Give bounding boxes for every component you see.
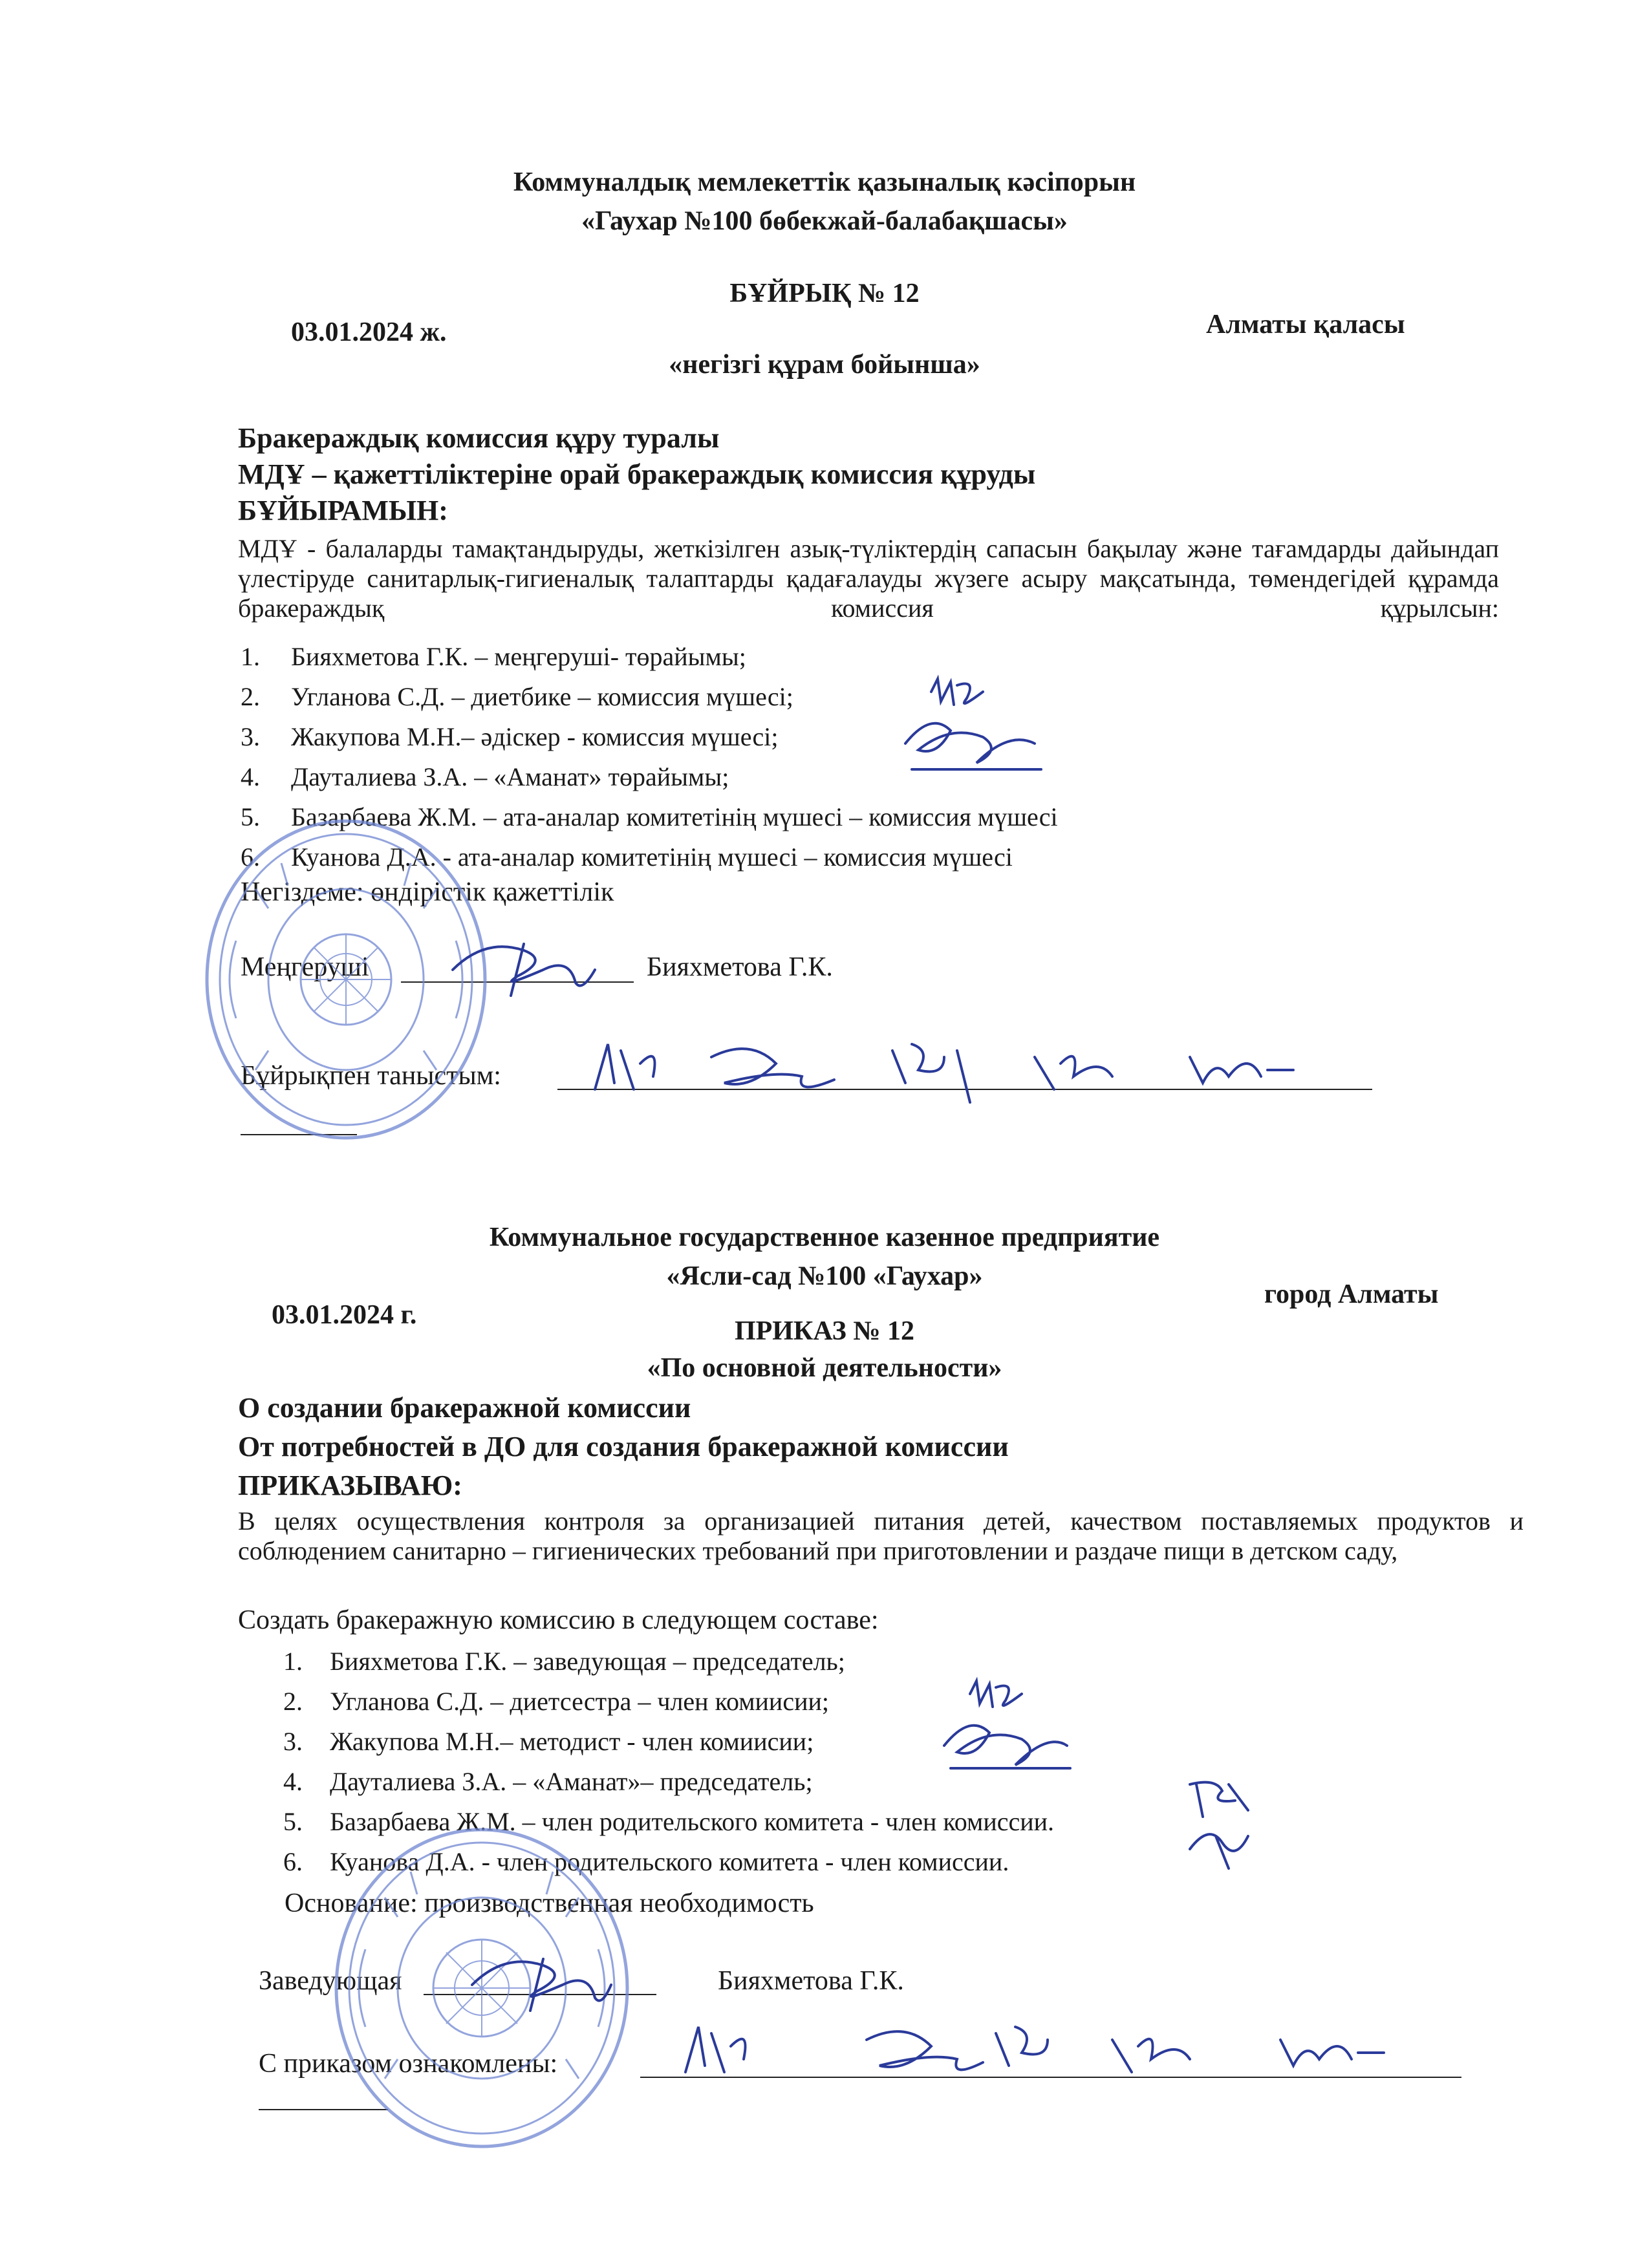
ru-heading1: О создании бракеражной комиссии (238, 1392, 691, 1424)
ru-order-title: ПРИКАЗ № 12 (734, 1316, 915, 1346)
ru-paragraph: В целях осуществления контроля за организацией питания детей, качеством поставляемых продуктов и соблюдением санитарно – гигиенических требований при приготовлении и раздаче пищи в детском саду, (238, 1506, 1524, 1565)
ru-member-4: 4. Дауталиева З.А. – «Аманат»– председатель; (283, 1767, 813, 1796)
kz-member-6: 6. Куанова Д.А. - ата-аналар комитетінің мүшесі – комиссия мүшесі (241, 842, 1013, 872)
kz-order-word: БҰЙЫРАМЫН: (238, 495, 448, 526)
ru-city: город Алматы (1264, 1279, 1439, 1309)
kz-heading1: Бракераждық комиссия құру туралы (238, 422, 720, 454)
ru-ack-label: С приказом ознакомлены: (259, 2049, 558, 2079)
ru-approval-signature (931, 1674, 1080, 1778)
ru-member-6: 6. Куанова Д.А. - член родительского комитета - член комиссии. (283, 1847, 1009, 1876)
ru-org-line1: Коммунальное государственное казенное предприятие (489, 1223, 1160, 1252)
kz-paragraph: МДҰ - балаларды тамақтандыруды, жеткізілген азық-түліктердің сапасын бақылау және тағамдарды дайындап үлестіруде санитарлық-гигиеналық талаптарды қадағалауды жүзеге асыру мақсатында, төмендегідей құрамда бракераждық комиссия құрылсын: (238, 534, 1499, 623)
kz-ack-label: Бұйрықпен таныстым: (241, 1061, 501, 1091)
kz-order-title: БҰЙРЫҚ № 12 (729, 279, 920, 308)
kz-head-signature (446, 931, 601, 1002)
ru-head-label: Заведующая (259, 1966, 402, 1996)
kz-date: 03.01.2024 ж. (291, 317, 447, 347)
ru-order-word: ПРИКАЗЫВАЮ: (238, 1470, 462, 1501)
ru-subtitle: «По основной деятельности» (647, 1353, 1002, 1383)
ru-member-1: 1. Бияхметова Г.К. – заведующая – председатель; (283, 1647, 845, 1676)
kz-head-label: Меңгеруші (241, 952, 369, 982)
kz-subtitle: «негізгі құрам бойынша» (669, 350, 980, 380)
ru-head-name: Бияхметова Г.К. (718, 1966, 904, 1996)
kz-org-line2: «Гаухар №100 бөбекжай-балабақшасы» (581, 206, 1068, 236)
kz-basis: Негіздеме: өндірістік қажеттілік (241, 877, 614, 907)
kz-org-line1: Коммуналдық мемлекеттік қазыналық кәсіпорын (513, 167, 1136, 197)
ru-parents-signature (1177, 1771, 1267, 1875)
kz-head-name: Бияхметова Г.К. (647, 952, 833, 982)
kz-member-1: 1. Бияхметова Г.К. – меңгеруші- төрайымы; (241, 642, 746, 671)
ru-member-2: 2. Угланова С.Д. – диетсестра – член комиисии; (283, 1687, 830, 1716)
ru-ack-signatures (673, 2014, 1436, 2091)
kz-member-3: 3. Жакупова М.Н.– әдіскер - комиссия мүшесі; (241, 722, 779, 751)
kz-member-4: 4. Дауталиева З.А. – «Аманат» төрайымы; (241, 762, 729, 791)
ru-org-line2: «Ясли-сад №100 «Гаухар» (666, 1261, 983, 1291)
ru-member-5: 5. Базарбаева Ж.М. – член родительского комитета - член комиссии. (283, 1807, 1055, 1836)
ru-head-signature (466, 1946, 614, 2017)
kz-member-5: 5. Базарбаева Ж.М. – ата-аналар комитетінің мүшесі – комиссия мүшесі (241, 802, 1058, 831)
ru-create-line: Создать бракеражную комиссию в следующем составе: (238, 1605, 879, 1635)
ru-heading2: От потребностей в ДО для создания бракеражной комиссии (238, 1431, 1009, 1462)
kz-member-2: 2. Угланова С.Д. – диетбике – комиссия мүшесі; (241, 682, 793, 711)
kz-ack-signatures (582, 1031, 1377, 1109)
kz-approval-signature (892, 672, 1048, 782)
kz-heading2: МДҰ – қажеттіліктеріне орай бракераждық комиссия құруды (238, 458, 1036, 490)
ru-member-3: 3. Жакупова М.Н.– методист - член комиисии; (283, 1727, 814, 1756)
ru-basis: Основание: производственная необходимость (285, 1888, 814, 1918)
ru-date: 03.01.2024 г. (272, 1300, 417, 1330)
kz-city: Алматы қаласы (1206, 310, 1405, 339)
